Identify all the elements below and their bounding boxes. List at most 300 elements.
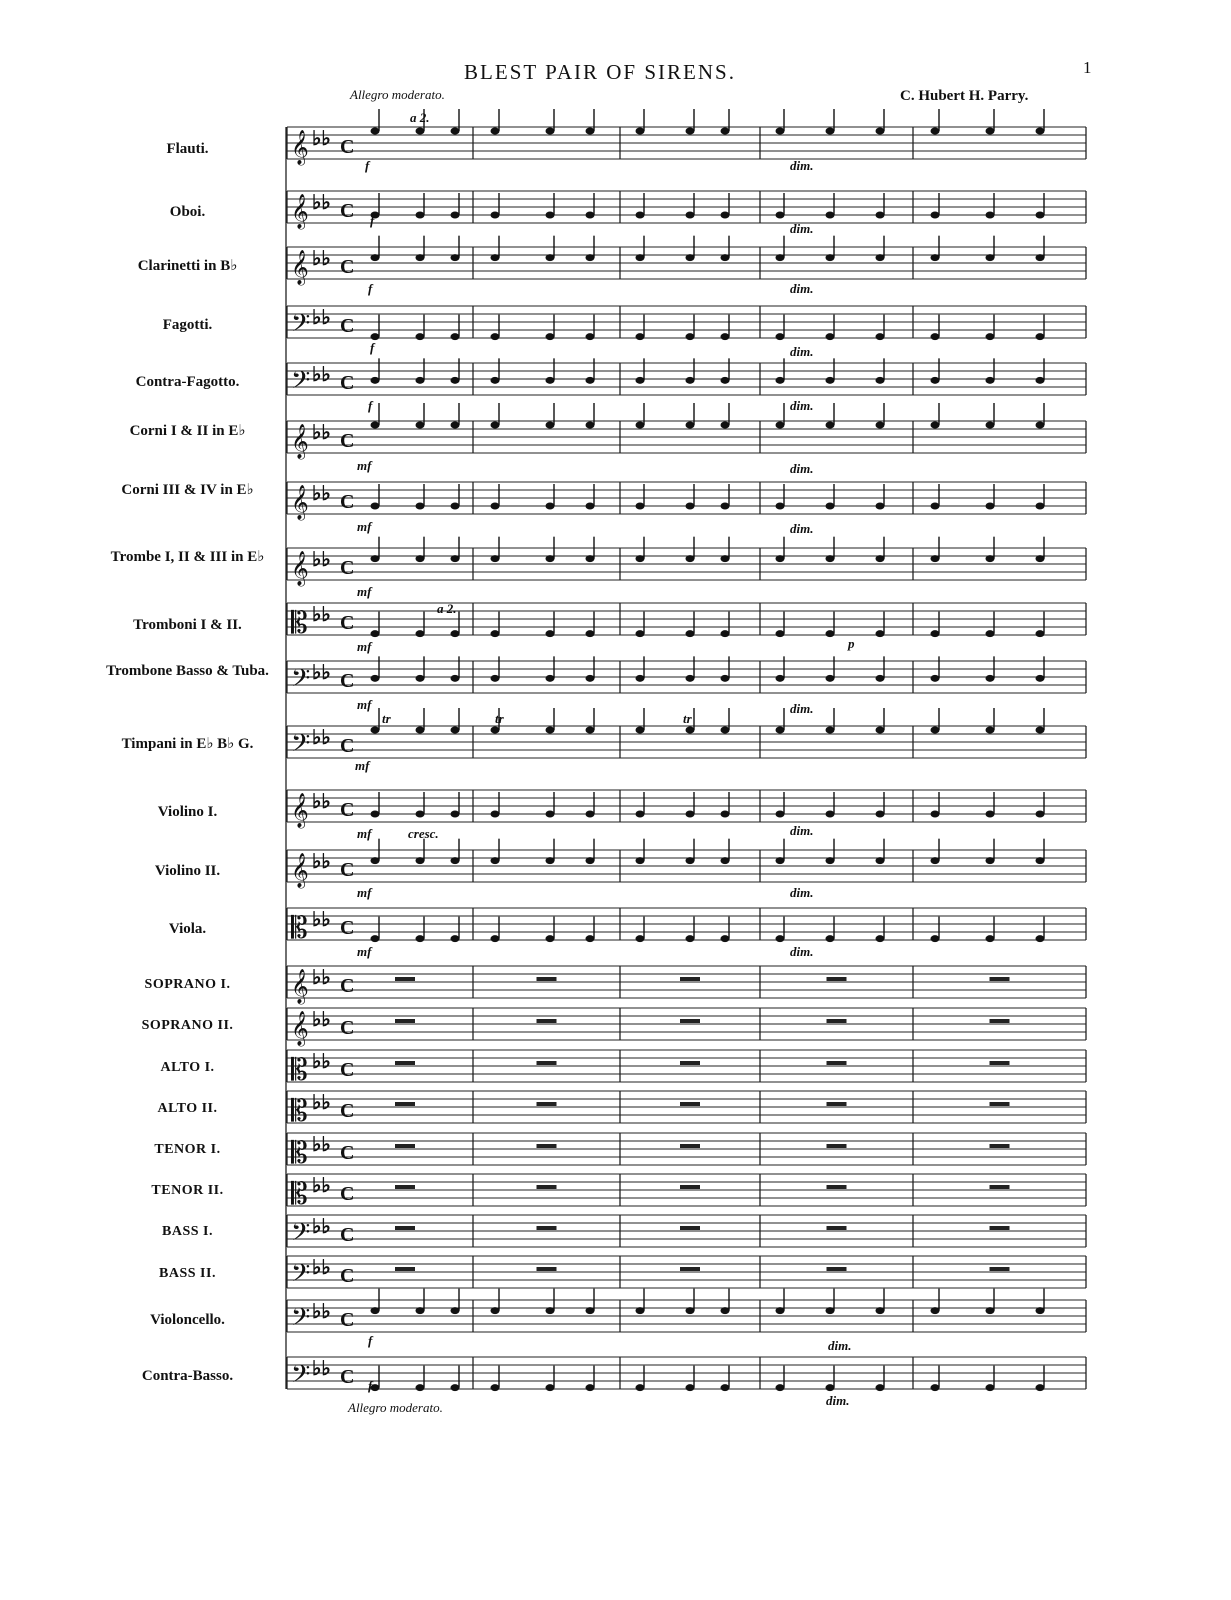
note-head — [451, 333, 460, 340]
note-head — [986, 503, 995, 510]
note-head — [826, 675, 835, 682]
note-head — [416, 630, 425, 637]
note-head — [776, 630, 785, 637]
note-head — [826, 377, 835, 384]
note-head — [546, 935, 555, 942]
note-head — [451, 811, 460, 818]
note-head — [586, 857, 595, 864]
voice-label-soprano-2: SOPRANO II. — [141, 1018, 234, 1033]
note-head — [776, 1384, 785, 1391]
note-head — [636, 377, 645, 384]
note-head — [826, 422, 835, 429]
note-head — [721, 333, 730, 340]
note-head — [931, 333, 940, 340]
note-head — [636, 811, 645, 818]
time-signature: C — [340, 917, 355, 939]
dynamic-marking-dim: dim. — [790, 461, 814, 476]
clef-icon: 𝄡 — [291, 911, 308, 946]
note-head — [1036, 811, 1045, 818]
note-head — [416, 422, 425, 429]
trill-marking: tr — [683, 711, 692, 726]
note-head — [451, 935, 460, 942]
note-head — [1036, 1307, 1045, 1314]
note-head — [776, 555, 785, 562]
note-head — [1036, 935, 1045, 942]
dynamic-marking-dim: dim. — [790, 701, 814, 716]
note-head — [636, 857, 645, 864]
note-head — [931, 128, 940, 135]
dynamic-marking: mf — [357, 458, 372, 473]
note-head — [491, 1307, 500, 1314]
note-head — [686, 555, 695, 562]
note-head — [546, 422, 555, 429]
clef-icon: 𝄞 — [291, 1011, 309, 1046]
note-head — [416, 128, 425, 135]
dynamic-marking-dim: dim. — [790, 823, 814, 838]
note-head — [546, 811, 555, 818]
voice-label-tenor-2: TENOR II. — [151, 1183, 224, 1198]
key-signature-icon: ♭♭ — [312, 1134, 331, 1156]
clef-icon: 𝄡 — [291, 1136, 308, 1171]
dynamic-marking: f — [365, 158, 370, 173]
instrument-label-oboi: Oboi. — [169, 204, 206, 220]
note-head — [876, 503, 885, 510]
note-head — [371, 935, 380, 942]
note-head — [931, 422, 940, 429]
note-head — [586, 811, 595, 818]
note-head — [776, 727, 785, 734]
time-signature: C — [340, 1265, 355, 1287]
key-signature-icon: ♭♭ — [312, 1009, 331, 1031]
note-head — [686, 857, 695, 864]
note-head — [586, 212, 595, 219]
note-head — [1036, 254, 1045, 261]
time-signature: C — [340, 372, 355, 394]
note-head — [1036, 422, 1045, 429]
note-head — [491, 555, 500, 562]
note-head — [451, 377, 460, 384]
note-head — [931, 1307, 940, 1314]
note-head — [986, 811, 995, 818]
note-head — [546, 1384, 555, 1391]
dynamic-marking-dim: dim. — [790, 885, 814, 900]
note-head — [586, 1307, 595, 1314]
clef-icon: 𝄢 — [291, 729, 311, 764]
note-head — [491, 935, 500, 942]
note-head — [491, 811, 500, 818]
note-head — [876, 811, 885, 818]
key-signature-icon: ♭♭ — [312, 604, 331, 626]
time-signature: C — [340, 1366, 355, 1388]
instrument-label-timpani: Timpani in E♭ B♭ G. — [121, 736, 254, 752]
key-signature-icon: ♭♭ — [312, 483, 331, 505]
note-head — [546, 333, 555, 340]
dynamic-marking-dim: dim. — [790, 344, 814, 359]
key-signature-icon: ♭♭ — [312, 549, 331, 571]
note-head — [931, 377, 940, 384]
voice-label-bass-2: BASS II. — [159, 1266, 216, 1281]
dynamic-marking: f — [368, 398, 373, 413]
note-head — [931, 857, 940, 864]
dynamic-marking-cresc: cresc. — [408, 826, 439, 841]
note-head — [686, 422, 695, 429]
note-head — [416, 254, 425, 261]
note-head — [371, 630, 380, 637]
score-title: BLEST PAIR OF SIRENS. — [464, 60, 736, 84]
dynamic-marking-dim: dim. — [790, 521, 814, 536]
time-signature: C — [340, 315, 355, 337]
note-head — [686, 212, 695, 219]
dynamic-marking-dim: dim. — [790, 281, 814, 296]
clef-icon: 𝄡 — [291, 606, 308, 641]
note-head — [451, 422, 460, 429]
instrument-label-clarinetti: Clarinetti in B♭ — [137, 258, 238, 274]
note-head — [636, 630, 645, 637]
dynamic-marking: mf — [357, 584, 372, 599]
key-signature-icon: ♭♭ — [312, 1051, 331, 1073]
note-head — [931, 254, 940, 261]
time-signature: C — [340, 557, 355, 579]
time-signature: C — [340, 1017, 355, 1039]
clef-icon: 𝄢 — [291, 1218, 311, 1253]
note-head — [451, 857, 460, 864]
note-head — [491, 212, 500, 219]
note-head — [636, 555, 645, 562]
note-head — [721, 811, 730, 818]
note-head — [416, 333, 425, 340]
clef-icon: 𝄞 — [291, 130, 309, 165]
note-head — [1036, 503, 1045, 510]
note-head — [416, 377, 425, 384]
note-head — [721, 377, 730, 384]
note-head — [686, 727, 695, 734]
note-head — [721, 555, 730, 562]
time-signature: C — [340, 1309, 355, 1331]
note-head — [721, 422, 730, 429]
instrument-label-viola: Viola. — [168, 921, 207, 937]
dynamic-marking: f — [368, 281, 373, 296]
note-head — [986, 254, 995, 261]
time-signature: C — [340, 735, 355, 757]
note-head — [1036, 675, 1045, 682]
note-head — [491, 333, 500, 340]
note-head — [451, 1384, 460, 1391]
clef-icon: 𝄞 — [291, 485, 309, 520]
clef-icon: 𝄞 — [291, 250, 309, 285]
note-head — [826, 555, 835, 562]
note-head — [931, 555, 940, 562]
note-head — [686, 254, 695, 261]
instrument-label-violoncello: Violoncello. — [150, 1312, 225, 1328]
note-head — [636, 254, 645, 261]
note-head — [776, 857, 785, 864]
note-head — [416, 935, 425, 942]
tempo-marking-top: Allegro moderato. — [350, 87, 445, 102]
note-head — [451, 128, 460, 135]
note-head — [636, 422, 645, 429]
note-head — [371, 254, 380, 261]
note-head — [491, 422, 500, 429]
note-head — [491, 630, 500, 637]
key-signature-icon: ♭♭ — [312, 1301, 331, 1323]
note-head — [636, 935, 645, 942]
dynamic-marking-dim: dim. — [826, 1393, 850, 1408]
clef-icon: 𝄢 — [291, 366, 311, 401]
note-head — [371, 675, 380, 682]
note-head — [721, 503, 730, 510]
note-head — [491, 1384, 500, 1391]
note-head — [826, 727, 835, 734]
note-head — [776, 675, 785, 682]
time-signature: C — [340, 670, 355, 692]
note-head — [491, 503, 500, 510]
key-signature-icon: ♭♭ — [312, 364, 331, 386]
note-head — [586, 128, 595, 135]
note-head — [371, 857, 380, 864]
note-head — [546, 727, 555, 734]
note-head — [986, 675, 995, 682]
note-head — [721, 935, 730, 942]
key-signature-icon: ♭♭ — [312, 128, 331, 150]
note-head — [636, 333, 645, 340]
note-head — [776, 333, 785, 340]
note-head — [546, 675, 555, 682]
time-signature: C — [340, 859, 355, 881]
note-head — [986, 630, 995, 637]
note-head — [491, 128, 500, 135]
note-head — [491, 254, 500, 261]
clef-icon: 𝄡 — [291, 1053, 308, 1088]
key-signature-icon: ♭♭ — [312, 1257, 331, 1279]
clef-icon: 𝄢 — [291, 664, 311, 699]
note-head — [636, 128, 645, 135]
clef-icon: 𝄞 — [291, 424, 309, 459]
note-head — [876, 727, 885, 734]
note-head — [826, 1384, 835, 1391]
note-head — [776, 811, 785, 818]
page-number: 1 — [1083, 58, 1092, 77]
note-head — [986, 857, 995, 864]
key-signature-icon: ♭♭ — [312, 909, 331, 931]
time-signature: C — [340, 1059, 355, 1081]
dynamic-marking: mf — [357, 944, 372, 959]
key-signature-icon: ♭♭ — [312, 727, 331, 749]
note-head — [931, 1384, 940, 1391]
note-head — [586, 377, 595, 384]
instrument-label-trombone-basso-tuba: Trombone Basso & Tuba. — [106, 663, 269, 679]
note-head — [546, 503, 555, 510]
note-head — [451, 1307, 460, 1314]
note-head — [546, 128, 555, 135]
note-head — [686, 503, 695, 510]
note-head — [636, 727, 645, 734]
note-head — [686, 333, 695, 340]
note-head — [636, 1307, 645, 1314]
key-signature-icon: ♭♭ — [312, 1216, 331, 1238]
clef-icon: 𝄞 — [291, 793, 309, 828]
clef-icon: 𝄡 — [291, 1177, 308, 1212]
note-head — [416, 555, 425, 562]
note-head — [931, 630, 940, 637]
note-head — [876, 1307, 885, 1314]
note-head — [451, 555, 460, 562]
time-signature: C — [340, 799, 355, 821]
note-head — [451, 727, 460, 734]
note-head — [686, 630, 695, 637]
note-head — [451, 503, 460, 510]
note-head — [826, 811, 835, 818]
note-head — [686, 675, 695, 682]
note-head — [416, 727, 425, 734]
clef-icon: 𝄞 — [291, 853, 309, 888]
instrument-label-contra-fagotto: Contra-Fagotto. — [135, 374, 240, 390]
key-signature-icon: ♭♭ — [312, 248, 331, 270]
note-head — [451, 254, 460, 261]
note-head — [986, 377, 995, 384]
clef-icon: 𝄢 — [291, 1259, 311, 1294]
instrument-label-trombe: Trombe I, II & III in E♭ — [110, 549, 265, 565]
note-head — [931, 727, 940, 734]
dynamic-marking: f — [370, 340, 375, 355]
note-head — [371, 1307, 380, 1314]
note-head — [826, 333, 835, 340]
note-head — [586, 422, 595, 429]
note-head — [586, 630, 595, 637]
note-head — [1036, 212, 1045, 219]
instrument-label-tromboni: Tromboni I & II. — [133, 617, 242, 633]
note-head — [721, 1307, 730, 1314]
note-head — [451, 675, 460, 682]
note-head — [826, 212, 835, 219]
note-head — [416, 503, 425, 510]
note-head — [686, 935, 695, 942]
dynamic-marking: f — [368, 1333, 373, 1348]
note-head — [876, 254, 885, 261]
note-head — [686, 377, 695, 384]
dynamic-marking-dim: dim. — [828, 1338, 852, 1353]
note-head — [721, 1384, 730, 1391]
trill-marking: tr — [495, 711, 504, 726]
note-head — [546, 630, 555, 637]
time-signature: C — [340, 491, 355, 513]
note-head — [586, 675, 595, 682]
note-head — [491, 727, 500, 734]
note-head — [491, 675, 500, 682]
note-head — [876, 128, 885, 135]
time-signature: C — [340, 612, 355, 634]
note-head — [721, 212, 730, 219]
note-head — [776, 935, 785, 942]
note-head — [876, 377, 885, 384]
note-head — [451, 630, 460, 637]
note-head — [876, 630, 885, 637]
clef-icon: 𝄞 — [291, 194, 309, 229]
note-head — [826, 1307, 835, 1314]
note-head — [986, 1384, 995, 1391]
key-signature-icon: ♭♭ — [312, 851, 331, 873]
note-head — [371, 555, 380, 562]
note-head — [686, 1307, 695, 1314]
note-head — [1036, 377, 1045, 384]
note-head — [371, 503, 380, 510]
dynamic-marking: mf — [357, 885, 372, 900]
note-head — [986, 212, 995, 219]
instrument-label-contra-basso: Contra-Basso. — [141, 1368, 234, 1384]
note-head — [986, 727, 995, 734]
voice-label-alto-1: ALTO I. — [160, 1060, 215, 1075]
note-head — [416, 675, 425, 682]
note-head — [1036, 857, 1045, 864]
note-head — [546, 857, 555, 864]
note-head — [721, 727, 730, 734]
note-head — [776, 128, 785, 135]
note-head — [776, 503, 785, 510]
note-head — [1036, 727, 1045, 734]
note-head — [986, 128, 995, 135]
clef-icon: 𝄢 — [291, 1360, 311, 1395]
clef-icon: 𝄢 — [291, 1303, 311, 1338]
note-head — [546, 1307, 555, 1314]
instrument-label-corni-1-2: Corni I & II in E♭ — [129, 423, 246, 439]
instrument-label-violino-2: Violino II. — [154, 863, 221, 879]
note-head — [876, 212, 885, 219]
note-head — [876, 857, 885, 864]
note-head — [1036, 555, 1045, 562]
dynamic-marking: mf — [357, 639, 372, 654]
note-head — [931, 503, 940, 510]
note-head — [876, 422, 885, 429]
dynamic-marking-dim: dim. — [790, 158, 814, 173]
time-signature: C — [340, 200, 355, 222]
clef-icon: 𝄡 — [291, 1094, 308, 1129]
note-head — [371, 422, 380, 429]
note-head — [636, 503, 645, 510]
time-signature: C — [340, 1183, 355, 1205]
note-head — [1036, 630, 1045, 637]
key-signature-icon: ♭♭ — [312, 422, 331, 444]
time-signature: C — [340, 975, 355, 997]
key-signature-icon: ♭♭ — [312, 1092, 331, 1114]
note-head — [876, 675, 885, 682]
instrument-label-corni-3-4: Corni III & IV in E♭ — [121, 482, 254, 498]
note-head — [876, 555, 885, 562]
note-head — [586, 333, 595, 340]
note-head — [636, 675, 645, 682]
note-head — [491, 377, 500, 384]
note-head — [1036, 128, 1045, 135]
note-head — [776, 1307, 785, 1314]
note-head — [721, 675, 730, 682]
note-head — [931, 212, 940, 219]
note-head — [721, 128, 730, 135]
clef-icon: 𝄞 — [291, 551, 309, 586]
note-head — [826, 254, 835, 261]
note-head — [586, 503, 595, 510]
time-signature: C — [340, 136, 355, 158]
note-head — [586, 935, 595, 942]
note-head — [721, 254, 730, 261]
note-head — [776, 212, 785, 219]
dynamic-marking: f — [370, 213, 375, 228]
note-head — [636, 1384, 645, 1391]
note-head — [586, 254, 595, 261]
note-head — [371, 128, 380, 135]
note-head — [931, 811, 940, 818]
note-head — [491, 857, 500, 864]
dynamic-marking-dim: dim. — [790, 221, 814, 236]
key-signature-icon: ♭♭ — [312, 307, 331, 329]
note-head — [586, 727, 595, 734]
